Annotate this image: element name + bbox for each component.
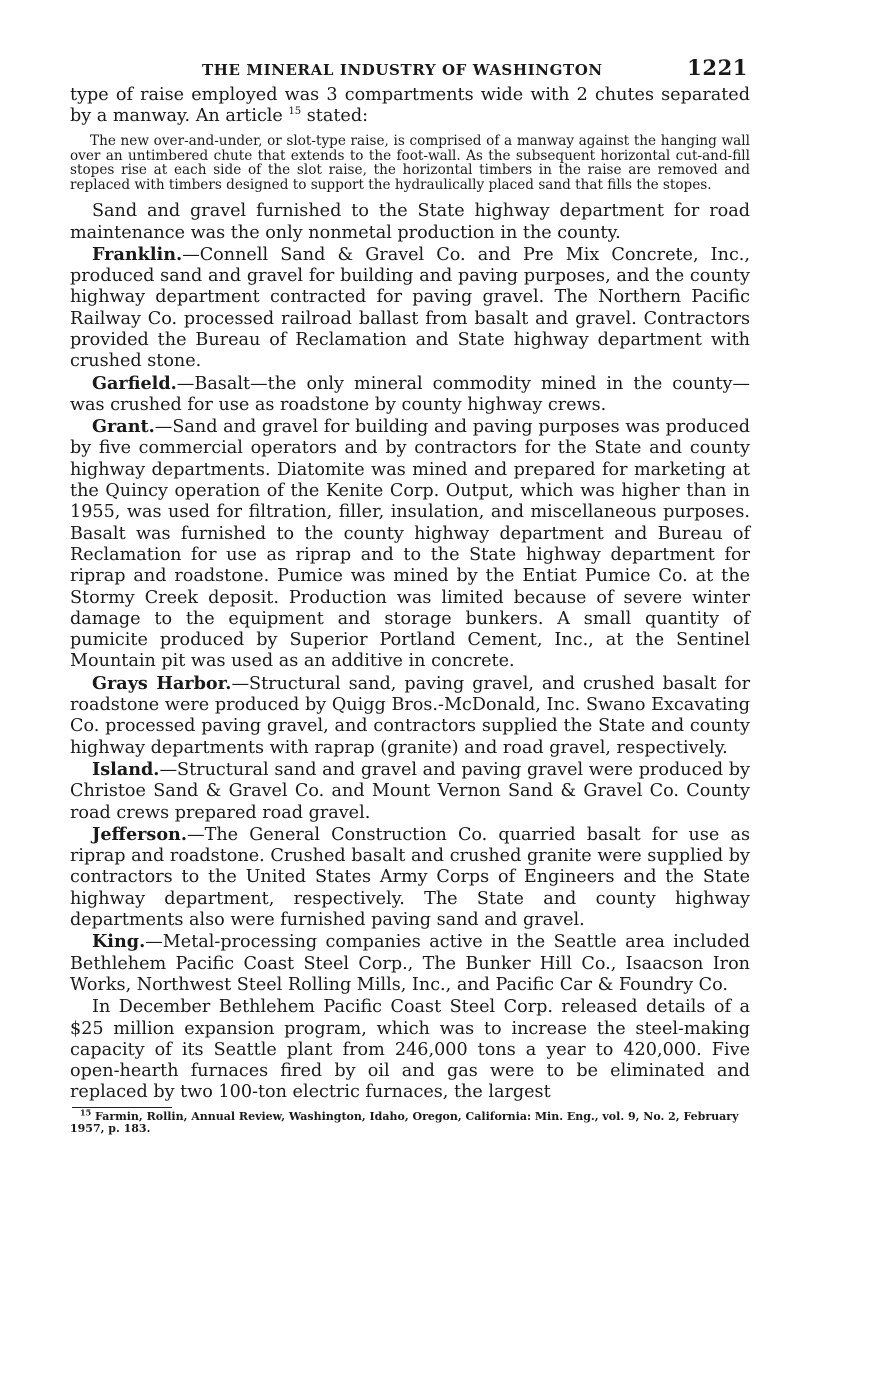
intro-paragraph [70,85,750,128]
page [70,55,750,1136]
paragraph-island [70,759,750,824]
intro-text-end: stated: [306,106,369,127]
page-number: 1221 [687,55,748,80]
paragraph-grant [70,416,750,673]
footnote-mark: 15 [80,1107,92,1118]
county-heading-grays-harbor: Grays Harbor. [92,672,232,694]
county-heading-garfield: Garfield. [92,372,177,394]
paragraph-garfield [70,373,750,417]
footnote-ref: 15 [288,106,302,118]
paragraph-text: —Connell Sand & Gravel Co. and Pre Mix Concrete, Inc., produced sand and gravel for building and paving purposes, and the county highway department contracted for paving gravel. The Northern Pacific Railway Co. processed railroad ballast from basalt and gravel. Contractors provided the Bureau of Reclamation and State highway department with crushed stone. [70,244,750,372]
paragraph-text: —Basalt—the only mineral commodity mined in the county—was crushed for use as roadstone by county highway crews. [70,373,750,415]
county-heading-grant: Grant. [92,416,155,438]
paragraph-jefferson [70,824,750,931]
paragraph-grays-harbor [70,673,750,759]
intro-text: type of raise employed was 3 compartments wide with 2 chutes separated by a manway. An article [70,85,750,127]
paragraph-bethlehem [70,996,750,1103]
running-head-title: THE MINERAL INDUSTRY OF WASHINGTON [202,61,603,79]
body-text [70,85,750,1104]
paragraph-king [70,931,750,996]
block-quote: The new over-and-under, or slot-type raise, is comprised of a manway against the hanging wall over an untimbered chute that extends to the foot-wall. As the subsequent horizontal cut-and-fill stopes rise at each side of the slot raise, the horizontal timbers in the raise are removed and replaced with timbers designed to support the hydraulically placed sand that fills the stopes. [70,132,750,194]
paragraph-nonmetal [70,200,750,244]
paragraph-text: —Structural sand, paving gravel, and crushed basalt for roadstone were produced by Quigg Bros.-McDonald, Inc. Swano Excavating Co. processed paving gravel, and contractors supplied the State and county highway departments with raprap (granite) and road gravel, respectively. [70,673,750,758]
county-heading-king: King. [92,931,146,953]
running-head [70,55,750,85]
paragraph-text: —Metal-processing companies active in the Seattle area included Bethlehem Pacific Coast Steel Corp., The Bunker Hill Co., Isaacson Iron Works, Northwest Steel Rolling Mills, Inc., and Pacific Car & Foundry Co. [70,932,750,995]
paragraph-text: Sand and gravel furnished to the State highway department for road maintenance was the only nonmetal production in the county. [70,201,750,243]
paragraph-franklin [70,244,750,373]
county-heading-jefferson: Jefferson. [92,823,187,845]
footnote-text: Farmin, Rollin, Annual Review, Washington, Idaho, Oregon, California: Min. Eng., vol. 9, No. 2, February 1957, p. 183. [70,1109,739,1136]
county-heading-island: Island. [92,758,160,780]
paragraph-text: In December Bethlehem Pacific Coast Steel Corp. released details of a $25 million expansion program, which was to increase the steel-making capacity of its Seattle plant from 246,000 tons a year to 420,000. Five open-hearth furnaces fired by oil and gas were to be eliminated and replaced by two 100-ton electric furnaces, the largest [70,997,750,1103]
paragraph-text: —The General Construction Co. quarried basalt for use as riprap and roadstone. Crushed basalt and crushed granite were supplied by contractors to the United States Army Corps of Engineers and the State highway department, respectively. The State and county highway departments also were furnished paving sand and gravel. [70,824,750,931]
county-heading-franklin: Franklin. [92,243,183,265]
paragraph-text: —Structural sand and gravel and paving gravel were produced by Christoe Sand & Gravel Co. and Mount Vernon Sand & Gravel Co. County road crews prepared road gravel. [70,759,750,823]
footnote [70,1107,750,1136]
paragraph-text: —Sand and gravel for building and paving purposes was produced by five commercial operators and by contractors for the State and county highway departments. Diatomite was mined and prepared for marketing at the Quincy operation of the Kenite Corp. Output, which was higher than in 1955, was used for filtration, filler, insulation, and miscellaneous purposes. Basalt was furnished to the county highway department and Bureau of Reclamation for use as riprap and to the State highway department for riprap and roadstone. Pumice was mined by the Entiat Pumice Co. at the Stormy Creek deposit. Production was limited because of severe winter damage to the equipment and storage bunkers. A small quantity of pumicite produced by Superior Portland Cement, Inc., at the Sentinel Mountain pit was used as an additive in concrete. [70,417,750,672]
